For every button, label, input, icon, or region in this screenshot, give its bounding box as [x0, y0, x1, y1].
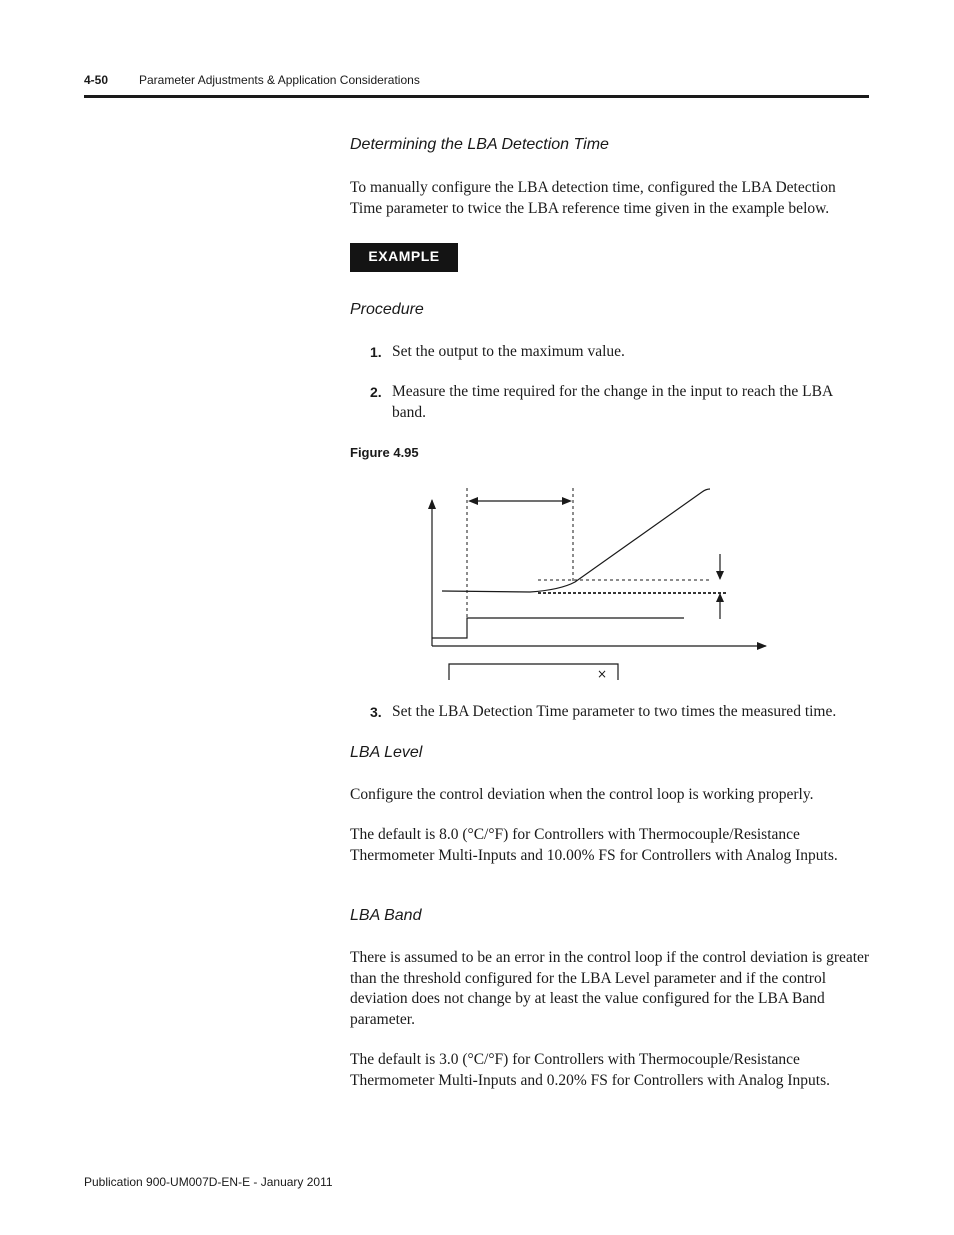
section-heading-lba-band: LBA Band — [350, 907, 422, 924]
multiply-symbol: × — [597, 667, 608, 681]
process-value-curve — [442, 489, 710, 592]
header-rule — [84, 95, 869, 98]
section-heading-procedure: Procedure — [350, 301, 424, 318]
output-step-line — [432, 618, 684, 638]
step-number: 2. — [370, 384, 382, 400]
step-text: Measure the time required for the change in the input to reach the LBA band. — [392, 383, 833, 421]
figure-label: Figure 4.95 — [350, 445, 419, 460]
lba-timing-diagram — [420, 480, 780, 685]
footer-publication: Publication 900-UM007D-EN-E - January 2011 — [84, 1175, 333, 1189]
lba-band-paragraph-1: There is assumed to be an error in the control loop if the control deviation is greater than the threshold configured for the LBA Level parameter and if the control deviation does not change by at least the value configured for the LBA Band parameter. — [350, 949, 870, 1028]
running-header-title: Parameter Adjustments & Application Considerations — [139, 73, 420, 87]
lba-band-paragraph-2: The default is 3.0 (°C/°F) for Controllers with Thermocouple/Resistance Thermometer Multi-Inputs and 0.20% FS for Controllers with Analog Inputs. — [350, 1051, 831, 1089]
procedure-step-3 — [370, 702, 870, 723]
lba-band-arrowhead-bottom — [716, 593, 724, 602]
step-number: 1. — [370, 344, 382, 360]
page-number: 4-50 — [84, 73, 109, 87]
example-badge: EXAMPLE — [350, 243, 458, 272]
procedure-step-2 — [370, 382, 870, 423]
step-text: Set the output to the maximum value. — [392, 343, 625, 360]
lba-level-paragraph-1: Configure the control deviation when the control loop is working properly. — [350, 786, 814, 803]
section-heading-detection-time: Determining the LBA Detection Time — [350, 136, 609, 153]
section-heading-lba-level: LBA Level — [350, 744, 423, 761]
detection-time-bracket — [449, 664, 618, 680]
lba-band-arrowhead-top — [716, 571, 724, 580]
step-text: Set the LBA Detection Time parameter to two times the measured time. — [392, 703, 837, 720]
step-number: 3. — [370, 704, 382, 720]
detection-time-paragraph: To manually configure the LBA detection time, configured the LBA Detection Time parameter to twice the LBA reference time given in the example below. — [350, 179, 836, 217]
procedure-step-1 — [370, 342, 870, 363]
measured-time-arrowhead-left — [468, 497, 478, 505]
lba-level-paragraph-2: The default is 8.0 (°C/°F) for Controllers with Thermocouple/Resistance Thermometer Multi-Inputs and 10.00% FS for Controllers with Analog Inputs. — [350, 826, 838, 864]
measured-time-arrowhead-right — [562, 497, 572, 505]
